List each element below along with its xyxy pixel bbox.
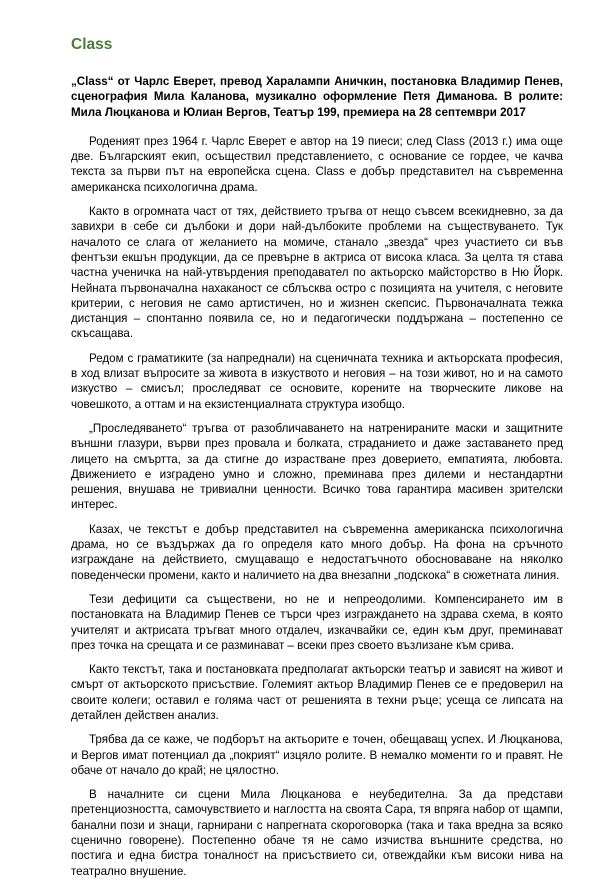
paragraph: Трябва да се каже, че подборът на актьорите е точен, обещаващ успех. И Люцканова, и Вергов имат потенциал да „покрият“ изцяло ролите. В немалко моменти го и правят. Не обаче от начало до край; не цялостно. [71,733,563,777]
paragraph: Тези дефицити са съществени, но не и непреодолими. Компенсирането им в постановката на Владимир Пенев се търси чрез изграждането на здрава схема, в която учителят и актрисата тръгват много отдалеч, изкачвайки се, един към друг, преминават през точка на срещата и се разминават – всеки през своето възлизане към срива. [71,592,563,652]
article-title: Class [71,36,113,53]
paragraph: Казах, че текстът е добър представител на съвременна американска психологична драма, но се въздържах да го определя като много добър. На фона на сръчното изграждане на действието, смущаващо е недостатъчното обосноваване на няколко поведенчески промени, както и наличието на два внезапни „подскока“ в сюжетната линия. [71,522,563,582]
paragraph: Както в огромната част от тях, действието тръгва от нещо съвсем всекидневно, за да завихри в себе си дълбоки и дори най-дълбоките проблеми на съществуването. Тук началото се слага от желанието на момиче, станало „звезда“ чрез участието си във фентъзи екшън продукции, да се превърне в актриса от висока класа. За целта тя става частна ученичка на най-утвърдения преподавател по актьорско майсторство в Ню Йорк. Нейната първоначална нахаканост се сблъсква остро с позицията на учителя, с неговите критерии, с неговия не само артистичен, но и жизнен скепсис. Първоначалната тежка дистанция – спонтанно появила се, но и педагогически поддържана – постепенно се скъсащава. [71,205,563,341]
paragraph: Роденият през 1964 г. Чарлс Еверет е автор на 19 пиеси; след Class (2013 г.) има още две. Българският екип, осъществил представлението, с основание се гордее, че качва текста за първи път на европейска сцена. Class е добър представител на съвременна американска психологична драма. [71,134,563,194]
production-credits: „Class“ от Чарлс Еверет, превод Харалампи Аничкин, постановка Владимир Пенев, сценография Мила Каланова, музикално оформление Петя Диманова. В ролите: Мила Люцканова и Юлиан Вергов, Театър 199, премиера на 28 септември 2017 [71,75,563,119]
article [71,36,563,888]
paragraph: Както текстът, така и постановката предполагат актьорски театър и зависят на живот и смърт от актьорското присъствие. Големият актьор Владимир Пенев се е предоверил на своите колеги; оставил е голяма част от решенията в техни ръце; усеща се липсата на детайлен действен анализ. [71,663,563,722]
paragraph: „Проследяването“ тръгва от разобличаването на натренираните маски и защитните външни глазури, върви през провала и болката, страданието и даже заставането пред лицето на смъртта, за да стигне до израстване през доверието, емпатията, любовта. Движението е изградено умно и сложно, преминава през дилеми и нестандартни решения, внушава не тривиални ценности. Всичко това гарантира масивен зрителски интерес. [71,421,563,512]
paragraph: В началните си сцени Мила Люцканова е неубедителна. За да представи претенциозността, самочувствието и наглостта на своята Сара, тя впряга набор от щампи, банални пози и знаци, гарнирани с напрегната скороговорка (така и така вредна за всяко сценично говорене). Постепенно обаче тя не само изчиства външните средства, но постига и една бистра тоналност на присъствието си, отвеждайки към високи нива на театрално внушение. [71,788,563,878]
paragraph: Редом с граматиките (за напреднали) на сценичната техника и актьорската професия, в ход влизат въпросите за живота в изкуството и неговия – на този живот, но и на самото изкуство – смисъл; проследяват се основите, корените на творческите ликове на човешкото, а оттам и на екзистенциалната структура изобщо. [71,351,563,411]
